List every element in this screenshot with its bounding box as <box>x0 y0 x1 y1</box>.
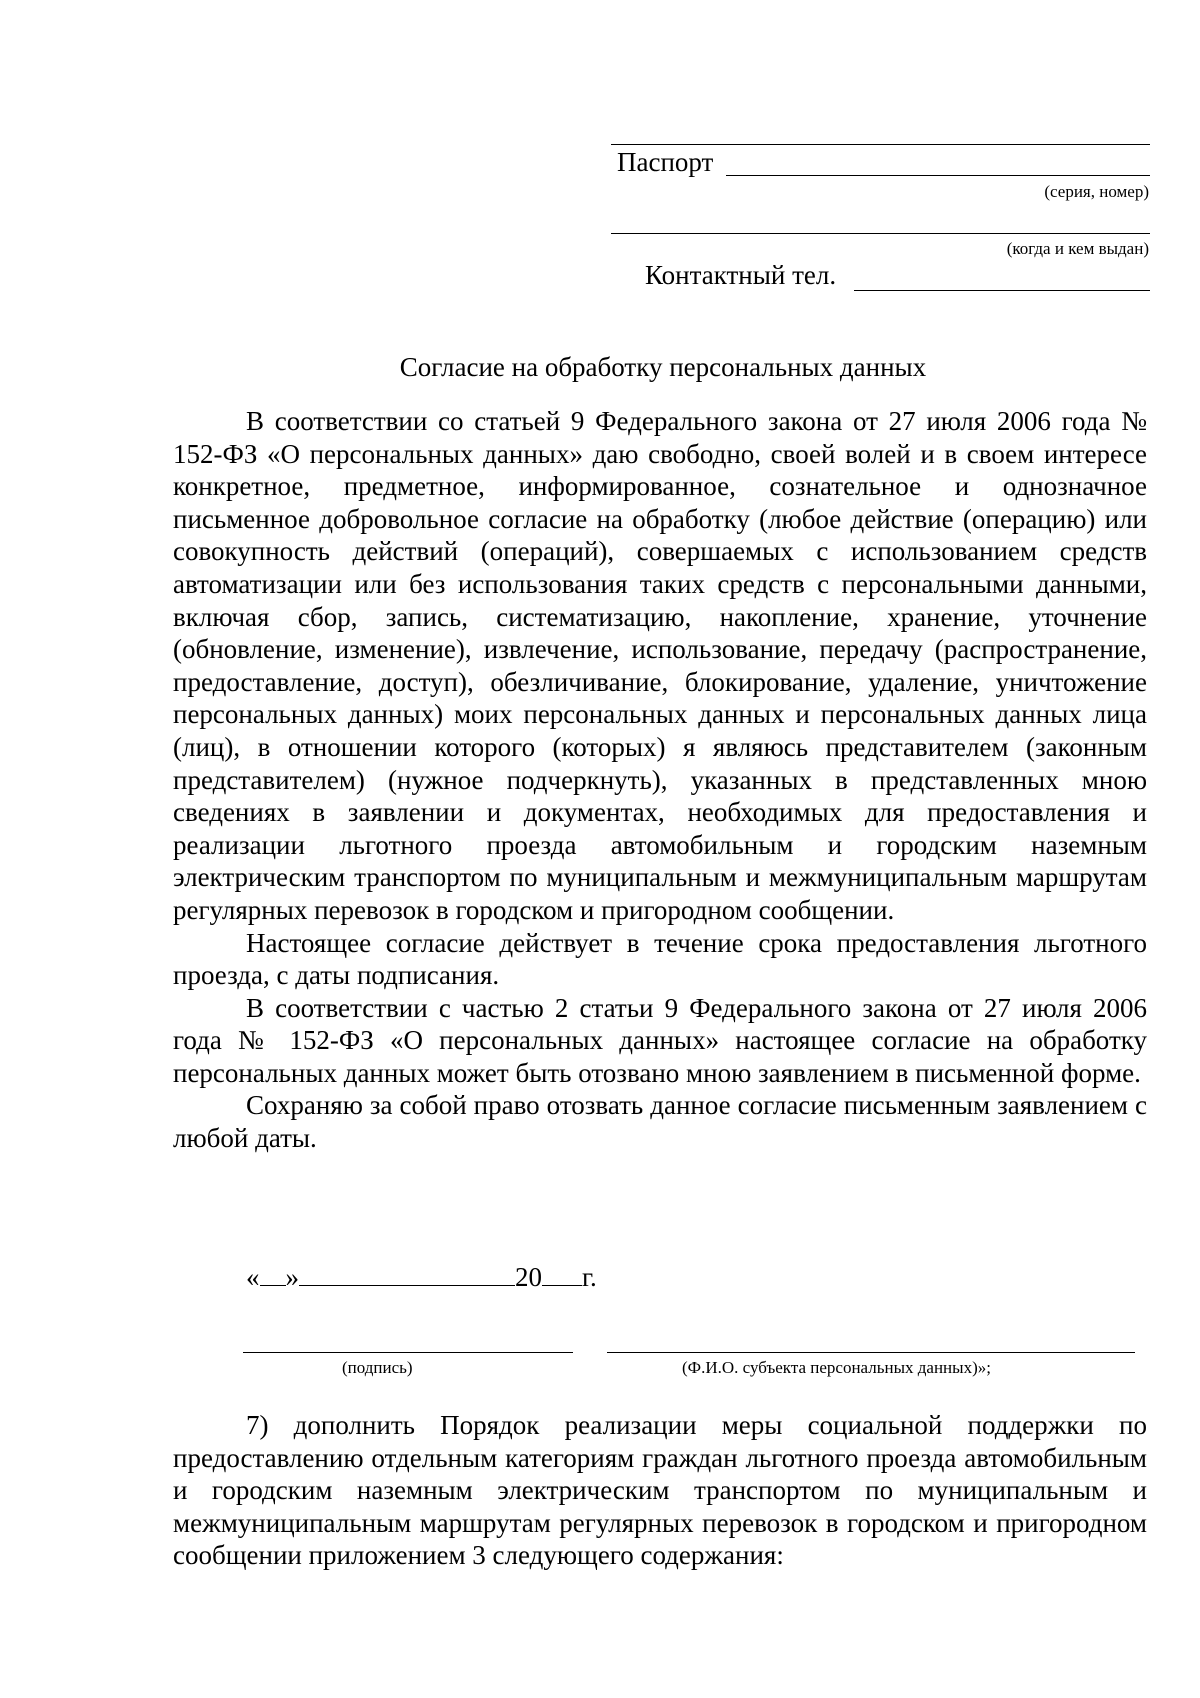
amendment-block <box>173 1409 1147 1572</box>
full-name-line[interactable] <box>607 1352 1135 1353</box>
paragraph-validity: Настоящее согласие действует в течение срока предоставления льготного проезда, с даты подписания. <box>173 927 1147 991</box>
phone-field-line[interactable] <box>854 290 1150 291</box>
signature-caption: (подпись) <box>342 1358 413 1377</box>
consent-body <box>173 405 1147 1155</box>
document-title: Согласие на обработку персональных данных <box>399 352 927 382</box>
signature-line[interactable] <box>243 1352 573 1353</box>
passport-field-line[interactable] <box>726 175 1150 176</box>
month-field[interactable] <box>299 1263 515 1286</box>
date-line <box>246 1262 597 1293</box>
issued-hint: (когда и кем выдан) <box>1006 239 1149 258</box>
day-field[interactable] <box>260 1263 286 1286</box>
passport-hint: (серия, номер) <box>1044 182 1149 201</box>
year-field[interactable] <box>542 1263 582 1286</box>
year-suffix: г. <box>582 1262 597 1292</box>
passport-label: Паспорт <box>617 147 714 177</box>
year-prefix: 20 <box>515 1262 542 1292</box>
phone-label: Контактный тел. <box>645 260 837 290</box>
issued-field-line[interactable] <box>611 233 1150 234</box>
date-open-quote: « <box>246 1262 260 1292</box>
paragraph-amendment: 7) дополнить Порядок реализации меры социальной поддержки по предоставлению отдельным категориям граждан льготного проезда автомобильным и городским наземным электрическим транспортом по муниципальным и межмуниципальным маршрутам регулярных перевозок в городском и пригородном сообщении приложением 3 следующего содержания: <box>173 1410 1147 1571</box>
paragraph-revocation: В соответствии с частью 2 статьи 9 Федерального закона от 27 июля 2006 года № 152-ФЗ «О персональных данных» настоящее согласие на обработку персональных данных может быть отозвано мною заявлением в письменной форме. <box>173 992 1147 1088</box>
top-blank-line[interactable] <box>611 144 1150 145</box>
date-close-quote: » <box>285 1262 299 1292</box>
full-name-caption: (Ф.И.О. субъекта персональных данных)»; <box>682 1358 991 1377</box>
paragraph-right: Сохраняю за собой право отозвать данное согласие письменным заявлением с любой даты. <box>173 1090 1147 1154</box>
paragraph-consent: В соответствии со статьей 9 Федерального закона от 27 июля 2006 года № 152-ФЗ «О персональных данных» даю свободно, своей волей и в своем интересе конкретное, предметное, информированное, сознательное и однозначное письменное добровольное согласие на обработку (любое действие (операцию) или совокупность действий (операций), совершаемых с использованием средств автоматизации или без использования таких средств с персональными данными, включая сбор, запись, систематизацию, накопление, хранение, уточнение (обновление, изменение), извлечение, использование, передачу (распространение, предоставление, доступ), обезличивание, блокирование, удаление, уничтожение персональных данных) моих персональных данных и персональных данных лица (лиц), в отношении которого (которых) я являюсь представителем (законным представителем) (нужное подчеркнуть), указанных в представленных мною сведениях в заявлении и документах, необходимых для предоставления и реализации льготного проезда автомобильным и городским наземным электрическим транспортом по муниципальным и межмуниципальным маршрутам регулярных перевозок в городском и пригородном сообщении. <box>173 406 1147 925</box>
